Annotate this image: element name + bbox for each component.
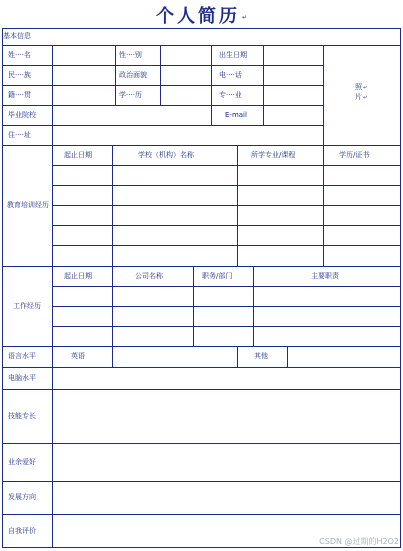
label-english: 英语: [71, 352, 85, 360]
label-education: 学····历: [119, 90, 142, 99]
photo-label: [355, 78, 385, 108]
col-header-start-end-date: 起止日期: [64, 150, 92, 159]
title-text: 个人简历: [155, 6, 240, 27]
photo-char-2: 片: [355, 93, 362, 101]
label-computer-level: 电脑水平: [8, 373, 36, 382]
label-career-direction: 发展方向: [8, 493, 36, 501]
paragraph-mark: ↵: [363, 95, 368, 101]
label-work-history: 工作经历: [13, 301, 41, 310]
label-skills: 技能专长: [8, 411, 36, 420]
section-header-basic-info: 基本信息: [3, 32, 31, 40]
col-header-company-name: 公司名称: [135, 271, 163, 280]
label-self-evaluation: 自我评价: [8, 526, 36, 535]
paragraph-mark: ↵: [241, 14, 248, 21]
label-other-language: 其他: [254, 352, 268, 360]
label-birth-date: 出生日期: [219, 50, 247, 59]
label-gender: 性····别: [119, 50, 142, 59]
col-header-major-course: 所学专业/课程: [251, 150, 296, 159]
col-header-position-dept: 职务/部门: [202, 271, 233, 280]
col-header-start-end-date: 起止日期: [64, 271, 92, 280]
paragraph-mark: ↵: [363, 85, 368, 91]
col-header-school-name: 学校（机构）名称: [138, 150, 194, 159]
label-name: 姓····名: [8, 50, 31, 59]
label-major: 专····业: [219, 90, 242, 99]
label-hobbies: 业余爱好: [8, 457, 36, 466]
watermark: CSDN @过期的H2O2: [319, 537, 399, 546]
label-political-status: 政治面貌: [119, 70, 147, 79]
label-email: E-mail: [225, 110, 247, 119]
label-phone: 电····话: [219, 70, 242, 79]
col-header-degree-certificate: 学历/证书: [339, 150, 370, 159]
col-header-main-duties: 主要职责: [311, 271, 339, 280]
table-border: [3, 29, 401, 548]
photo-char-1: 照: [355, 83, 362, 91]
label-address: 住····址: [8, 130, 31, 139]
label-language-level: 语言水平: [8, 352, 36, 360]
label-education-history: 教育培训经历: [7, 200, 49, 209]
label-ethnicity: 民····族: [8, 70, 31, 79]
label-school: 毕业院校: [8, 110, 36, 119]
label-native-place: 籍····贯: [8, 90, 31, 99]
